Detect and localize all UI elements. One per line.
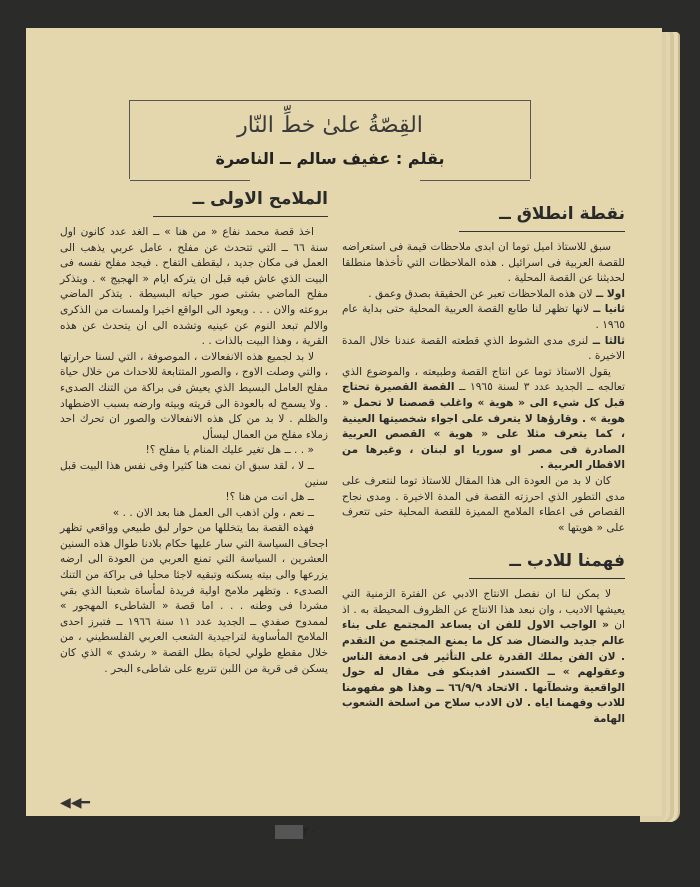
paragraph [342,334,625,365]
text: يقول الاستاذ توما عن انتاج القصة وطبيعته ، والموضوع الذي تعالجه ــ الجديد عدد ٣ لسنة ١٩٦٥ ــ [342,365,626,394]
section-heading-understanding-literature: فهمنا للادب ــ [469,550,625,579]
paragraph: كان لا بد من العودة الى هذا المقال للاستاذ توما لنتعرف على مدى التطور الذي احرزته القصة فى المدة الاخيرة . ومدى نجاح القصاص فى اعطاء الملامح المميزة للقصة المحلية حتى تتعرف على « هويتها » [342,474,625,534]
continue-arrow-icon: ◀◀━ [60,795,90,811]
paragraph [342,365,625,474]
title-box-rule-right [420,180,530,181]
article-title: القِصّةُ علىٰ خطِّ النّار [237,113,423,138]
title-box-rule-left [130,180,250,181]
section-heading-starting-point: نقطة انطلاق ــ [459,203,625,232]
dialogue-line: ــ لا ، لقد سبق ان نمت هنا كثيرا وفى نفس هذا البيت قبل سنين [60,459,328,488]
right-column [342,203,625,728]
label: ثانيا ــ [593,303,626,316]
article-byline: بقلم : عفيف سالم ــ الناصرة [215,149,445,168]
title-box [129,100,531,179]
paragraph: اخذ قصة محمد نفاع « من هنا » ــ الغد عدد كانون اول سنة ٦٦ ــ التي تتحدث عن مفلح ، عامل عربي يذهب الى العمل فى مكان جديد ، ليقطف التفاح . فيجد مفلح نفسه فى البيت الذي عاش فيه قبل ان يتركه ايام « الهجيج » . ويتذكر مفلح الماضي بشتى صور حياته البسيطة . يتذكر الماضي بروعته والان . . . ويعود الى الواقع اخيرا ولمسات من الذكرى والالم تبعد النوم عن عينيه وتشده الى ان يتحدث عن هذه القرية ، وهذا البيت بالذات . . [60,226,328,348]
paragraph [342,587,625,727]
section-heading-first-features: الملامح الاولى ــ [153,188,328,217]
text: لا يمكن لنا ان نفصل الانتاج الادبي عن الفترة الزمنية التي يعيشها الاديب ، وان نبعد هذا الانتاج عن الظروف المحيطة به . اذ ان [342,588,625,632]
paragraph: فهذه القصة بما يتخللها من حوار لبق طبيعي وواقعي تظهر اجحاف السياسة التي سار عليها حكام بلادنا طوال هذه السنين العشرين ، السياسة التي تمنع العربي من العودة الى ارضه يزرعها والى بيته يسكنه وتبقيه لاجئا محليا فى براكة من التنك الصدىء . وتظهر ملامح اولية فريدة لمأساة شعبنا الذي بقي مشردا فى وطنه . . . اما قصة « الشاطىء المهجور » لممدوح صفدي ــ الجديد عدد ١١ سنة ١٩٦٦ ــ فتبرز احدى الملامح المأساوية لتراجيدية الشعب العربي الفلسطيني ، من خلال مقطع طولي لحياة بطل القصة « رشدي » الذي كان يسكن فى قرية من اللبن تتربع على شاطىء البحر . [60,522,328,675]
magazine-page [26,28,662,838]
page-number-text: ٢٠ [303,824,316,838]
paragraph [342,302,625,333]
left-column [60,188,328,677]
dialogue-line: ــ هل انت من هنا ؟! [225,491,314,504]
text: لنرى مدى الشوط الذي قطعته القصة عندنا خلال المدة الاخيرة . [342,334,625,363]
text: لان هذه الملاحظات تعبر عن الحقيقة بصدق وعمق . [368,287,593,300]
label: اولا ــ [595,287,625,300]
text: لانها تظهر لنا طابع القصة العربية المحلية حتى بداية عام ١٩٦٥ . [342,303,625,331]
quote: القصة القصيرة تحتاج قبل كل شيء الى « هوية » واغلب قصصنا لا تحمل « هوية » . وقارؤها لا يتعرف على اجواء شخصيتها العينية ، كما يتعرف مثلا على « هوية » القصص العربية الصادرة فى مصر او سوريا او لبنان ، وغيرها من الاقطار العربية . [342,381,625,472]
dialogue-line: ــ نعم ، ولن اذهب الى العمل هنا بعد الان . . » [112,506,314,519]
page-number [271,824,316,839]
paragraph [342,287,625,303]
quote: « الواجب الاول للفن ان يساعد المجتمع على بناء عالم جديد والنضال ضد كل ما يمنع المجتمع من التقدم . لان الفن يملك القدرة على التأثير فى ادمغة الناس وعقولهم » ــ الكسندر افدينكو فى مقال له حول الواقعية وشطآنها . الاتحاد ٦٦/٩/٩ ــ وهذا هو مفهومنا للادب وفهمنا اياه . لان الادب سلاح من اسلحة الشعوب الهامة [342,619,626,726]
dialogue-line: « . . ــ هل تغير عليك المنام يا مفلح ؟! [145,444,314,457]
page-number-ornament [275,825,303,839]
label: ثالثا ــ [592,334,625,347]
paragraph: لا بد لجميع هذه الانفعالات ، الموصوفة ، التي لسنا حرارتها ، والتي وصلت الاوج ، والصور المتتابعة للاحداث من خلال حياة مفلح العامل البسيط الذي يعيش فى براكة من التنك الصدىء . ولا يسمح له بالعودة الى قريته وبيته وارضه بسبب الاضطهاد والظلم . لا بد من كل هذه الانفعالات والصور ان تحرك احد زملاء مفلح من العمال ليسأل [60,350,328,441]
paragraph: سبق للاستاذ اميل توما ان ابدى ملاحظات قيمة فى استعراضه للقصة العربية فى اسرائيل . هذه الملاحظات التي تأخذها منطلقا لحديثنا عن القصة المحلية . [342,241,625,285]
